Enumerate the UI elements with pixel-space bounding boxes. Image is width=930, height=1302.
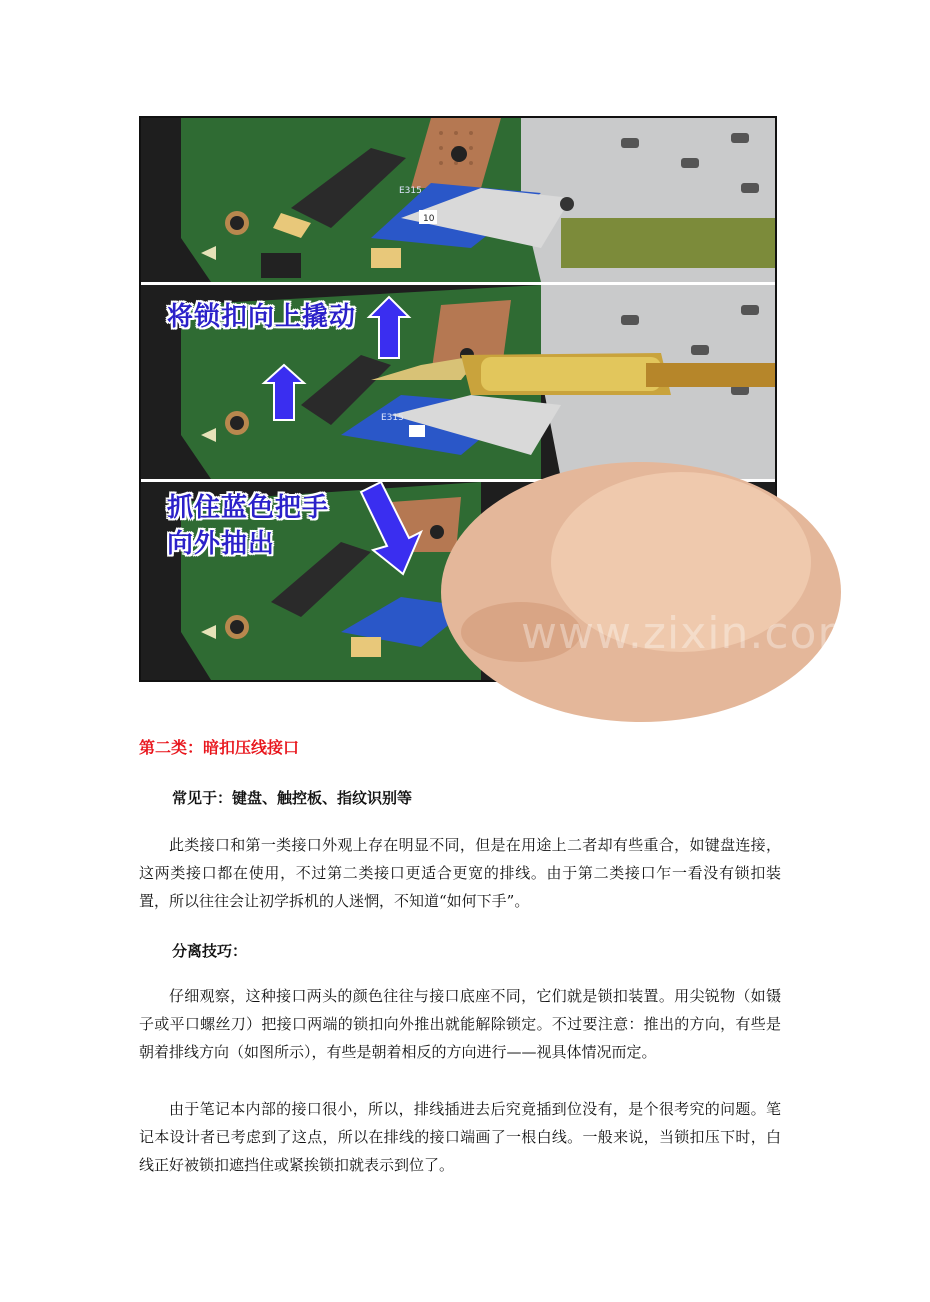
tips-title: 分离技巧： <box>172 942 248 960</box>
panel3-label-line2: 向外抽出 <box>167 529 276 559</box>
common-use-line: 常见于：键盘、触控板、指纹识别等 <box>172 789 413 807</box>
photo-panel-lifting-lock <box>141 285 775 479</box>
photo-panel-connector-closed <box>141 118 775 282</box>
ribbon-marking-2: E315 <box>381 413 404 423</box>
photo-panel-pulling-cable <box>141 482 930 680</box>
panel3-label <box>167 490 329 562</box>
panel2-label: 将锁扣向上撬动 <box>167 302 357 332</box>
panel3-label-line1: 抓住蓝色把手 <box>167 493 330 523</box>
ribbon-marking: E315 <box>399 186 422 196</box>
intro-paragraph: 此类接口和第一类接口外观上存在明显不同，但是在用途上二者却有些重合，如键盘连接，这两类接口都在使用，不过第二类接口更适合更宽的排线。由于第二类接口乍一看没有锁扣装置，所以往往会让初学拆机的人迷惘，不知道“如何下手”。 <box>139 836 781 910</box>
tips-paragraph: 仔细观察，这种接口两头的颜色往往与接口底座不同，它们就是锁扣装置。用尖锐物（如镊子或平口螺丝刀）把接口两端的锁扣向外推出就能解除锁定。不过要注意：推出的方向，有些是朝着排线方向（如图所示），有些是朝着相反的方向进行——视具体情况而定。 <box>139 987 781 1061</box>
note-paragraph: 由于笔记本内部的接口很小，所以，排线插进去后究竟插到位没有，是个很考究的问题。笔记本设计者已考虑到了这点，所以在排线的接口端画了一根白线。一般来说，当锁扣压下时，白线正好被锁扣遮挡住或紧挨锁扣就表示到位了。 <box>139 1100 781 1174</box>
section-heading: 第二类：暗扣压线接口 <box>139 738 300 757</box>
watermark: www.zixin.com.cn <box>521 608 930 659</box>
laptop-connector-photo <box>139 116 930 682</box>
tag-text: 10 <box>423 214 435 224</box>
